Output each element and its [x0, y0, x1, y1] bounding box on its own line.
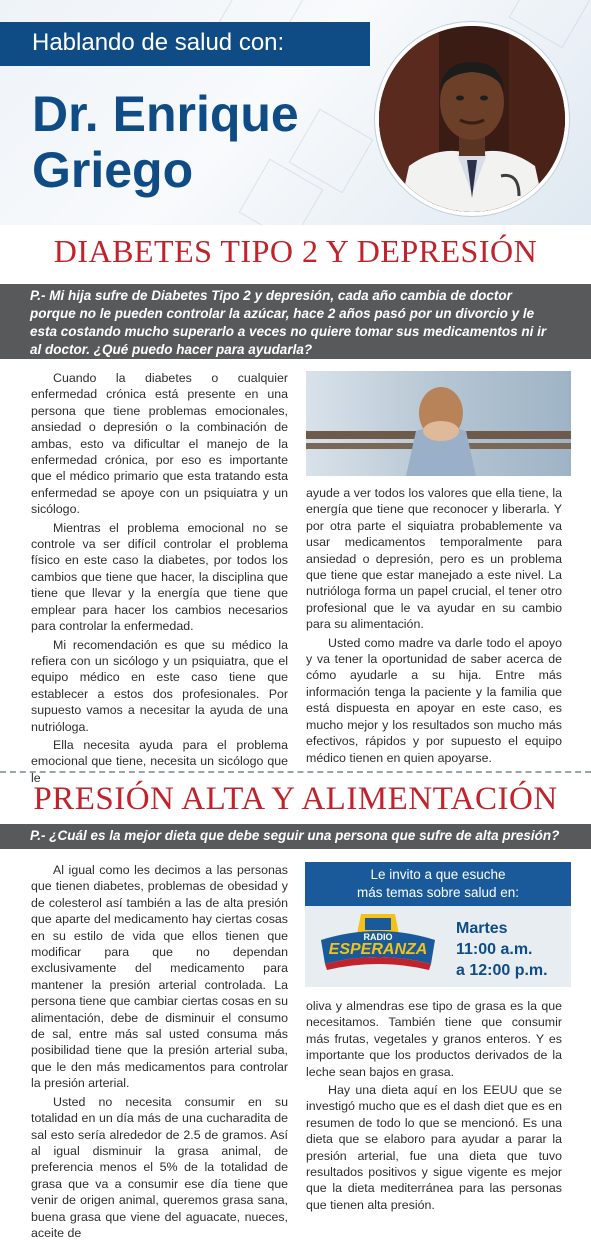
- radio-schedule: [456, 918, 548, 981]
- paragraph: Usted como madre va darle todo el apoyo y va tener la oportunidad de saber acerca de cómo ayudarle a su hija. Entre más información tenga la paciente y la familia que está dispuesta en apoyar en este caso, es mucho mejor y los resultados son mucho más efectivos, rápidos y por supuesto el equipo médico tienen en quien apoyarse.: [306, 635, 562, 765]
- logo-radio-text: RADIO: [363, 932, 393, 942]
- paragraph: Ella necesita ayuda para el problema emocional que tiene, necesita un sicólogo que le: [31, 737, 288, 785]
- radio-ad: [305, 862, 571, 987]
- logo-esperanza-text: ESPERANZA: [328, 941, 428, 958]
- article1-question: P.- Mi hija sufre de Diabetes Tipo 2 y depresión, cada año cambia de doctor porque no le pueden controlar la azúcar, hace 2 años pasó por un divorcio y le esta costando mucho superarlo a veces no quiere tomar sus medicamentos ni ir al doctor. ¿Qué puedo hacer para ayudarla?: [0, 284, 591, 359]
- paragraph: Mientras el problema emocional no se controle va ser difícil controlar el problema físico en este caso la diabetes, por todos los cambios que tiene que hacer, la disciplina que tiene que llevar y la energía que tiene que emplear para hacer los cambios necesarios para controlar la enfermedad.: [31, 520, 288, 634]
- header: [0, 0, 591, 225]
- paragraph: Mi recomendación es que su médico la refiera con un sicólogo y un psiquiatra, que el equipo médico en este caso tiene que establecer a estos dos profesionales. Por supuesto vamos a necesitar la ayuda de una nutrióloga.: [31, 637, 288, 734]
- radio-day: Martes: [456, 920, 508, 937]
- doctor-name-line2: Griego: [32, 142, 194, 198]
- paragraph: Usted no necesita consumir en su totalidad en un día más de una cucharadita de sal esto sería alrededor de 2.5 de gramos. Así al igual disminuir la grasa animal, de preferencia menos el 5% de la totalidad de grasa que va a consumir ese día tiene que venir de origen animal, queremos grasa sana, buena grasa que viene del aguacate, nueces, aceite de: [31, 1094, 288, 1240]
- header-banner-text: Hablando de salud con:: [32, 29, 285, 56]
- article2-left-column: [31, 862, 288, 1241]
- section-divider: [0, 771, 591, 773]
- header-banner: [0, 22, 370, 66]
- doctor-photo: [375, 22, 569, 216]
- radio-invite-line2: más temas sobre salud en:: [356, 885, 520, 900]
- radio-time-start: 11:00 a.m.: [456, 941, 533, 958]
- paragraph: ayude a ver todos los valores que ella tiene, la energía que tiene que reconocer y liberarla. Y por otra parte el siquiatra probablemente va usar medicamentos temporalmente para ansiedad o depresión, pero es un problema que tiene que estar manejado a este nivel. La nutrióloga forma un papel crucial, el tener otro profesional que le va ayudar en su cambio para su alimentación.: [306, 486, 562, 632]
- article1-left-column: [31, 370, 288, 786]
- article1-right-column: [306, 485, 562, 766]
- article2-question: P.- ¿Cuál es la mejor dieta que debe seguir una persona que sufre de alta presión?: [0, 824, 591, 849]
- article1-title: DIABETES TIPO 2 Y DEPRESIÓN: [53, 233, 538, 269]
- radio-invite-line1: Le invito a que esuche: [370, 867, 506, 882]
- radio-time-end: a 12:00 p.m.: [456, 962, 548, 979]
- paragraph: Hay una dieta aquí en los EEUU que se investigó mucho que es el dash diet que es en resumen de todo lo que se mencionó. Es una dieta que se elaboro para ayudar a parar la presión arterial, fue una dieta que tuvo resultados positivos y sigue vigente es mejor que la dieta mediterránea para las personas que tienen alta presión.: [306, 1083, 562, 1212]
- radio-ad-invite: [305, 862, 571, 906]
- paragraph: Cuando la diabetes o cualquier enfermedad crónica está presente en una persona que tiene problemas emocionales, ansiedad o depresión o la combinación de ambas, esto va dificultar el manejo de la enfermedad crónica, por eso es importante que el médico primario que esta tratando esta enfermedad se apoye con un psiquiatra y un sicólogo.: [31, 371, 288, 517]
- article2-right-column: [306, 998, 562, 1213]
- article2-title: PRESIÓN ALTA Y ALIMENTACIÓN: [33, 781, 558, 817]
- sad-woman-photo: [306, 371, 571, 476]
- paragraph: Al igual como les decimos a las personas que tienen diabetes, problemas de obesidad y de colesterol así también a las de alta presión que aparte del medicamento hay ciertas cosas en su estilo de vida que ellos tienen que modificar para que no dependan exclusivamente del medicamento para mantener la presión arterial controlada. La persona tiene que cambiar ciertas cosas en su alimentación, debe de disminuir el consumo de sal, entre más sal usted consuma más posibilidad tiene que la presión arterial suba, que le den más medicamentos para controlar la presión arterial.: [31, 863, 288, 1091]
- doctor-name-line1: Dr. Enrique: [32, 86, 299, 142]
- doctor-name: [32, 86, 299, 198]
- radio-esperanza-logo: [313, 912, 443, 978]
- paragraph: oliva y almendras ese tipo de grasa es la que necesitamos. También tiene que consumir más frutas, vegetales y granos enteros. Y es importante que los productos derivados de la leche sean bajos en grasa.: [306, 999, 562, 1079]
